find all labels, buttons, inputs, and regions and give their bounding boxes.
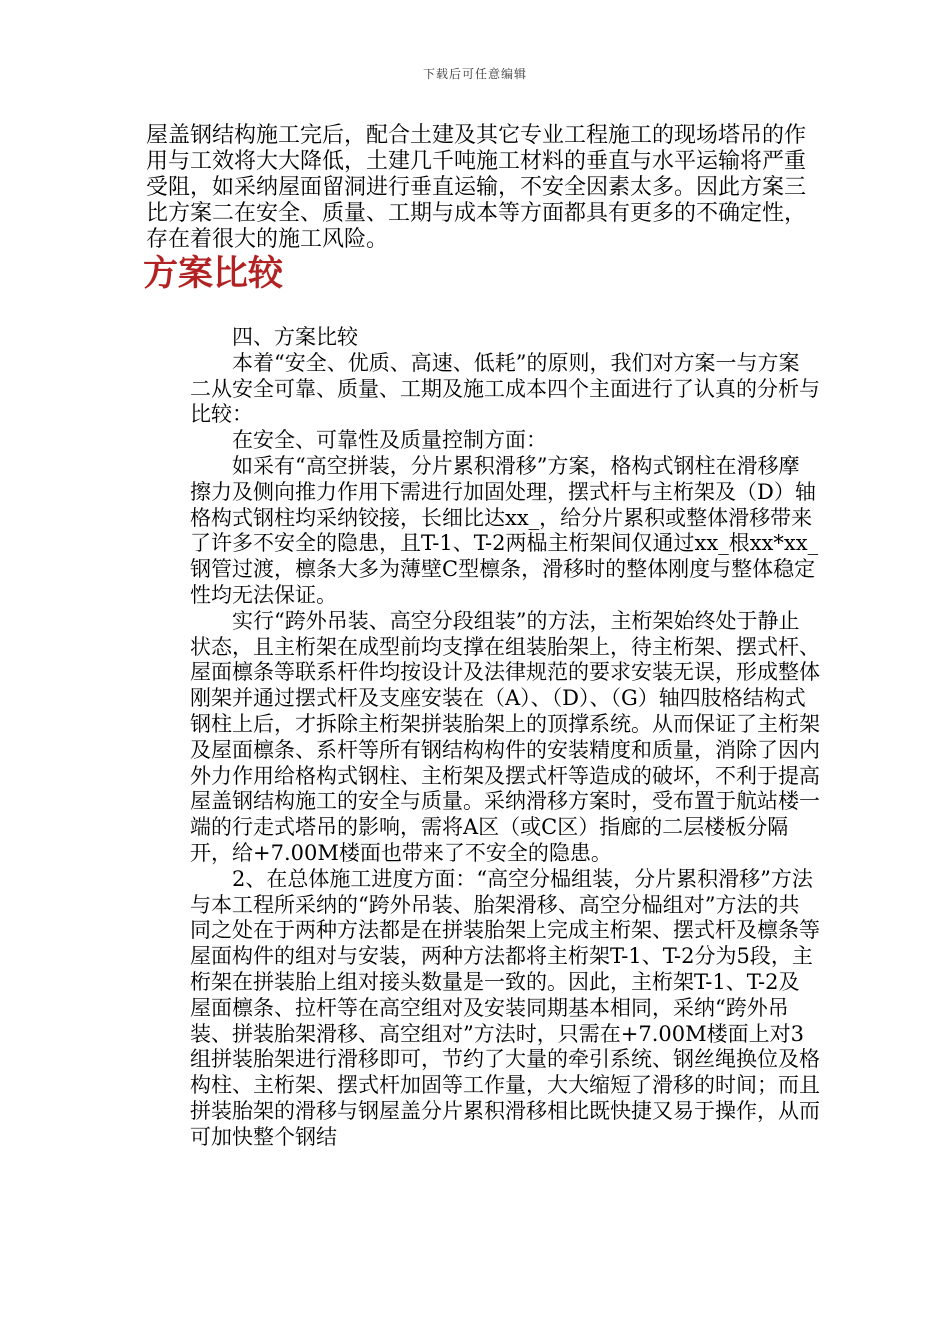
paragraph: 在安全、可靠性及质量控制方面： <box>232 428 547 453</box>
subsection-heading: 四、方案比较 <box>232 325 358 349</box>
paragraph: 2、在总体施工进度方面：“高空分榀组装，分片累积滑移”方法与本工程所采纳的“跨外吊装、胎架滑移、高空分榀组对”方法的共同之处在于两种方法都是在拼装胎架上完成主桁架、摆式杆及檩条等屋面构件的组对与安装，两种方法都将主桁架T-1、T-2分为5段，主桁架在拼装胎上组对接头数量是一致的。因此，主桁架T-1、T-2及屋面檩条、拉杆等在高空组对及安装同期基本相同，采纳“跨外吊装、拼装胎架滑移、高空组对”方法时，只需在+7.00M楼面上对3组拼装胎架进行滑移即可，节约了大量的牵引系统、钢丝绳换位及格构柱、主桁架、摆式杆加固等工作量，大大缩短了滑移的时间；而且拼装胎架的滑移与钢屋盖分片累积滑移相比既快捷又易于操作，从而可加快整个钢结 <box>190 866 820 1149</box>
body-text <box>190 325 820 1151</box>
page-header-note: 下载后可任意编辑 <box>422 67 527 81</box>
section-title: 方案比较 <box>143 254 284 294</box>
paragraph: 本着“安全、优质、高速、低耗”的原则，我们对方案一与方案二从安全可靠、质量、工期及施工成本四个主面进行了认真的分析与比较： <box>190 350 820 427</box>
paragraph: 如采有“高空拼装，分片累积滑移”方案，格构式钢柱在滑移摩擦力及侧向推力作用下需进行加固处理，摆式杆与主桁架及（D）轴格构式钢柱均采纳铰接，长细比达xx_，给分片累积或整体滑移带来了许多不安全的隐患，且T-1、T-2两榀主桁架间仅通过xx_根xx*xx_钢管过渡，檩条大多为薄壁C型檩条，滑移时的整体刚度与整体稳定性均无法保证。 <box>190 453 819 607</box>
intro-paragraph: 屋盖钢结构施工完后，配合土建及其它专业工程施工的现场塔吊的作用与工效将大大降低，土建几千吨施工材料的垂直与水平运输将严重受阻，如采纳屋面留洞进行垂直运输，不安全因素太多。因此方案三比方案二在安全、质量、工期与成本等方面都具有更多的不确定性，存在着很大的施工风险。 <box>146 123 807 252</box>
paragraph: 实行“跨外吊装、高空分段组装”的方法，主桁架始终处于静止状态，且主桁架在成型前均支撑在组装胎架上，待主桁架、摆式杆、屋面檩条等联系杆件均按设计及法律规范的要求安装无误，形成整体刚架并通过摆式杆及支座安装在（A）、（D）、（G）轴四肢格结构式钢柱上后，才拆除主桁架拼装胎架上的顶撑系统。从而保证了主桁架及屋面檩条、系杆等所有钢结构构件的安装精度和质量，消除了因内外力作用给格构式钢柱、主桁架及摆式杆等造成的破坏，不利于提高屋盖钢结构施工的安全与质量。采纳滑移方案时，受布置于航站楼一端的行走式塔吊的影响，需将A区（或C区）指廊的二层楼板分隔开，给+7.00M楼面也带来了不安全的隐患。 <box>190 608 820 865</box>
